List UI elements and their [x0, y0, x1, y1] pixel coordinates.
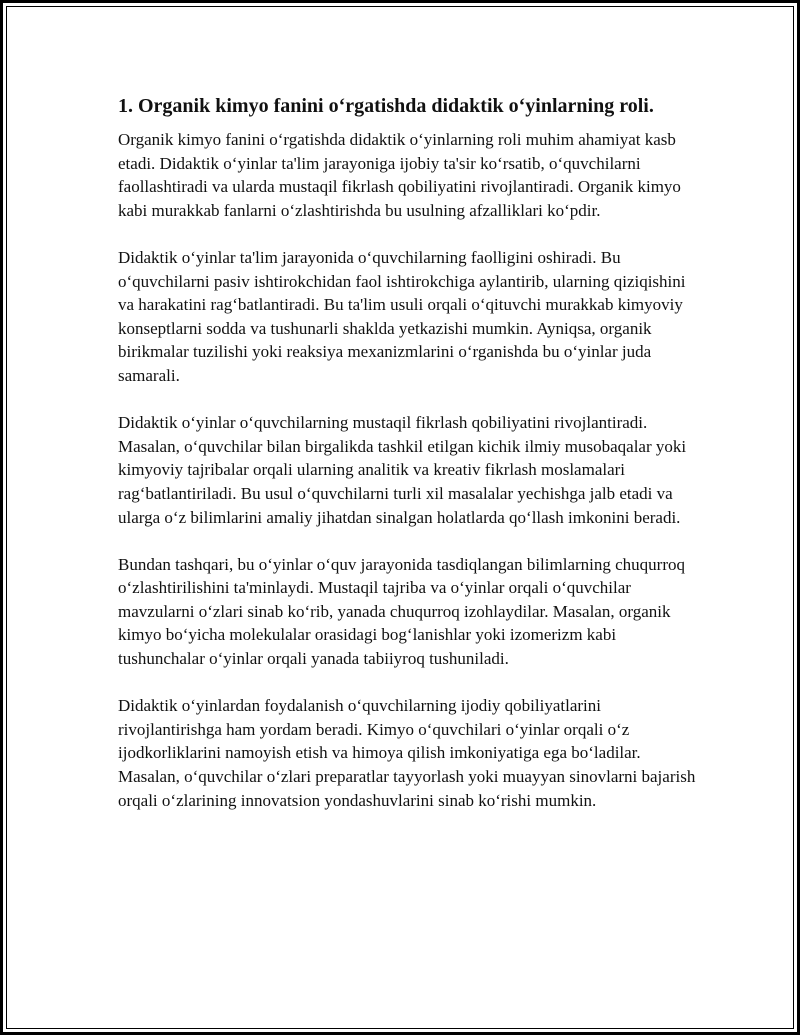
- paragraph-2: Didaktik o‘yinlar ta'lim jarayonida o‘quvchilarning faolligini oshiradi. Bu o‘quvchilarni pasiv ishtirokchidan faol ishtirokchiga aylantirib, ularning qiziqishini va harakatini rag‘batlantiradi. Bu ta'lim usuli orqali o‘qituvchi murakkab kimyoviy konseptlarni sodda va tushunarli shaklda yetkazishi mumkin. Ayniqsa, organik birikmalar tuzilishi yoki reaksiya mexanizmlarini o‘rganishda bu o‘yinlar juda samarali.: [118, 247, 686, 385]
- document-body: [118, 92, 698, 836]
- section-heading: 1. Organik kimyo fanini o‘rgatishda didaktik o‘yinlarning roli.: [118, 95, 654, 117]
- paragraph-3: Didaktik o‘yinlar o‘quvchilarning mustaqil fikrlash qobiliyatini rivojlantiradi. Masalan, o‘quvchilar bilan birgalikda tashkil etilgan kichik ilmiy musobaqalar yoki kimyoviy tajribalar orqali ularning analitik va kreativ fikrlash moslamalari rag‘batlantiriladi. Bu usul o‘quvchilarni turli xil masalalar yechishga jalb etadi va ularga o‘z bilimlarini amaliy jihatdan sinalgan holatlarda qo‘llash imkonini beradi.: [118, 413, 687, 527]
- paragraph-4: Bundan tashqari, bu o‘yinlar o‘quv jarayonida tasdiqlangan bilimlarning chuqurroq o‘zlashtirilishini ta'minlaydi. Mustaqil tajriba va o‘yinlar orqali o‘quvchilar mavzularni o‘zlari sinab ko‘rib, yanada chuqurroq izohlaydilar. Masalan, organik kimyo bo‘yicha molekulalar orasidagi bog‘lanishlar yoki izomerizm kabi tushunchalar o‘yinlar orqali yanada tabiiyroq tushuniladi.: [118, 554, 686, 669]
- paragraph-1: Organik kimyo fanini o‘rgatishda didaktik o‘yinlarning roli muhim ahamiyat kasb etadi. Didaktik o‘yinlar ta'lim jarayoniga ijobiy ta'sir ko‘rsatib, o‘quvchilarni faollashtiradi va ularda mustaqil fikrlash qobiliyatini rivojlantiradi. Organik kimyo kabi murakkab fanlarni o‘zlashtirishda bu usulning afzalliklari ko‘pdir.: [118, 130, 681, 220]
- paragraph-5: Didaktik o‘yinlardan foydalanish o‘quvchilarning ijodiy qobiliyatlarini rivojlantirishga ham yordam beradi. Kimyo o‘quvchilari o‘yinlar orqali o‘z ijodkorliklarini namoyish etish va himoya qilish imkoniyatiga ega bo‘ladilar. Masalan, o‘quvchilar o‘zlari preparatlar tayyorlash yoki muayyan sinovlarni bajarish orqali o‘zlarining innovatsion yondashuvlarini sinab ko‘rishi mumkin.: [118, 696, 696, 810]
